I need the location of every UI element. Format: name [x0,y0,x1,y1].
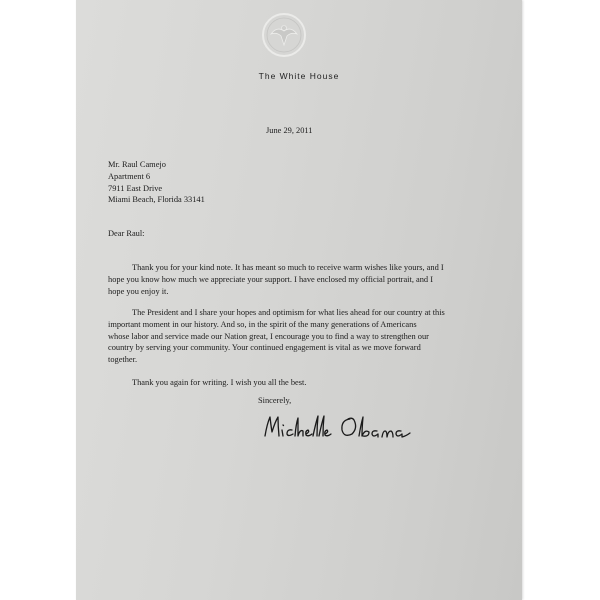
recipient-address-line: Miami Beach, Florida 33141 [108,195,205,205]
paragraph-line: The President and I share your hopes and optimism for what lies ahead for our country at this [132,308,445,317]
paragraph-line: hope you enjoy it. [108,286,169,296]
closing: Sincerely, [258,396,292,405]
body-paragraph [108,377,494,389]
paragraph-line: together. [108,355,138,365]
letter-date: June 29, 2011 [266,126,313,135]
body-paragraph [108,307,494,366]
recipient-name: Mr. Raul Camejo [108,160,166,169]
presidential-seal-icon [261,12,307,58]
paragraph-line: important moment in our history. And so, in the spirit of the many generations of Americans [108,319,417,329]
body-paragraph [108,262,494,297]
paragraph-line: country by serving your community. Your continued engagement is vital as we move forward [108,343,421,353]
letter-sheet [76,0,522,600]
recipient-address-line: Apartment 6 [108,171,151,181]
handwritten-signature [262,410,434,444]
paragraph-line: hope you know how much we appreciate your support. I have enclosed my official portrait, and I [108,274,433,284]
paragraph-line: Thank you again for writing. I wish you all the best. [132,378,307,387]
recipient-address-line: 7911 East Drive [108,183,163,193]
paragraph-line: whose labor and service made our Nation great, I encourage you to find a way to strengthen our [108,331,429,341]
salutation: Dear Raul: [108,229,145,238]
paragraph-line: Thank you for your kind note. It has meant so much to receive warm wishes like yours, and I [132,263,444,272]
letterhead-title: The White House [258,71,340,81]
recipient-address [108,159,205,206]
